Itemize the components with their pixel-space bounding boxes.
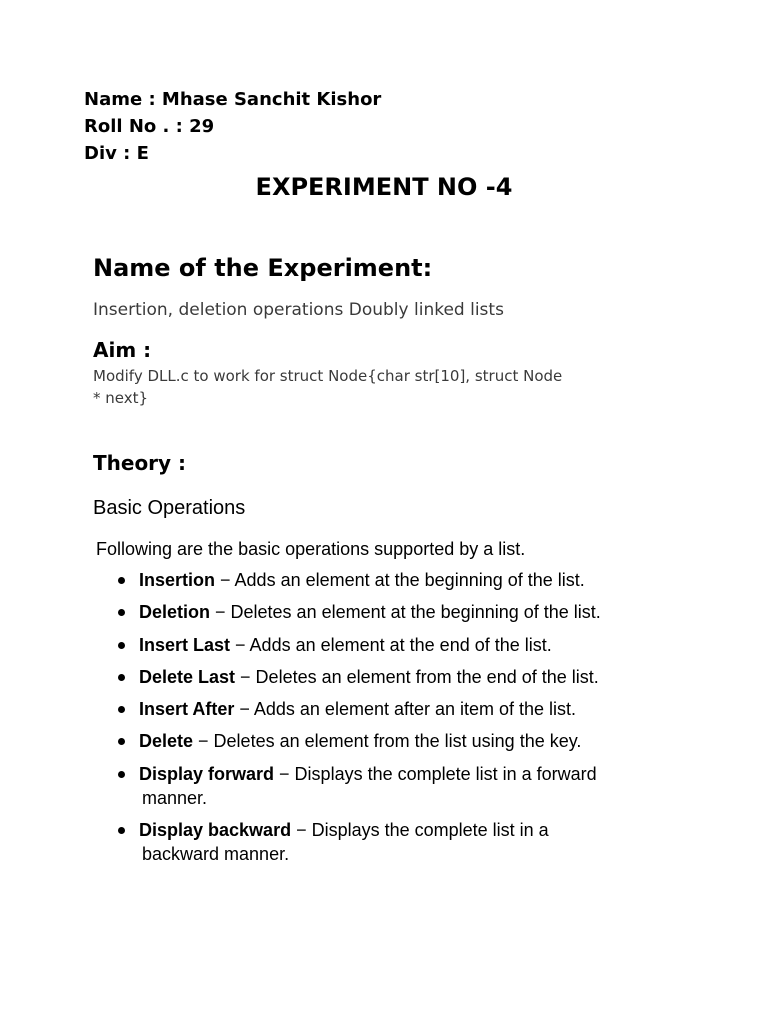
list-item (118, 633, 670, 657)
list-item (118, 729, 670, 753)
operation-term: Insertion (139, 570, 216, 590)
bullet-icon (118, 827, 125, 834)
operation-desc: − Deletes an element at the beginning of the list. (210, 602, 601, 623)
operation-desc: − Adds an element after an item of the list. (234, 699, 577, 720)
list-item (118, 762, 670, 810)
operation-term: Display forward (139, 763, 275, 784)
list-item (118, 568, 670, 592)
list-item (118, 665, 670, 689)
operations-list (118, 568, 670, 874)
operation-desc: − Adds an element at the beginning of the list. (215, 570, 585, 590)
operation-desc-continued: backward manner. (142, 844, 290, 865)
operation-term: Insert Last (139, 634, 231, 655)
operation-term: Delete (139, 731, 194, 752)
list-item (118, 697, 670, 721)
aim-text: Modify DLL.c to work for struct Node{char str[10], struct Node * next} (93, 367, 563, 407)
operation-desc-continued: manner. (142, 787, 208, 808)
bullet-icon (118, 642, 125, 649)
experiment-title: EXPERIMENT NO -4 (255, 173, 513, 201)
basic-operations-subheading: Basic Operations (93, 497, 246, 519)
operation-desc: − Deletes an element from the list using the key. (193, 731, 582, 752)
operation-term: Insert After (139, 699, 235, 720)
student-name: Name : Mhase Sanchit Kishor (84, 89, 382, 110)
bullet-icon (118, 674, 125, 681)
bullet-icon (118, 738, 125, 745)
operation-term: Deletion (139, 602, 211, 623)
experiment-name-text: Insertion, deletion operations Doubly linked lists (93, 300, 504, 320)
bullet-icon (118, 609, 125, 616)
operation-term: Delete Last (139, 666, 236, 687)
theory-heading: Theory : (93, 451, 187, 475)
operation-desc: − Displays the complete list in a (291, 820, 549, 841)
operation-desc: − Adds an element at the end of the list. (230, 634, 552, 655)
operation-term: Display backward (139, 820, 292, 841)
list-item (118, 600, 670, 624)
student-roll-no: Roll No . : 29 (84, 116, 215, 137)
aim-heading: Aim : (93, 338, 152, 362)
bullet-icon (118, 706, 125, 713)
operation-desc: − Displays the complete list in a forward (274, 763, 597, 784)
list-item (118, 818, 670, 866)
operation-desc: − Deletes an element from the end of the list. (235, 666, 599, 687)
bullet-icon (118, 771, 125, 778)
operations-intro: Following are the basic operations supported by a list. (96, 539, 526, 559)
experiment-name-heading: Name of the Experiment: (93, 254, 433, 282)
bullet-icon (118, 577, 125, 584)
student-div: Div : E (84, 143, 149, 164)
